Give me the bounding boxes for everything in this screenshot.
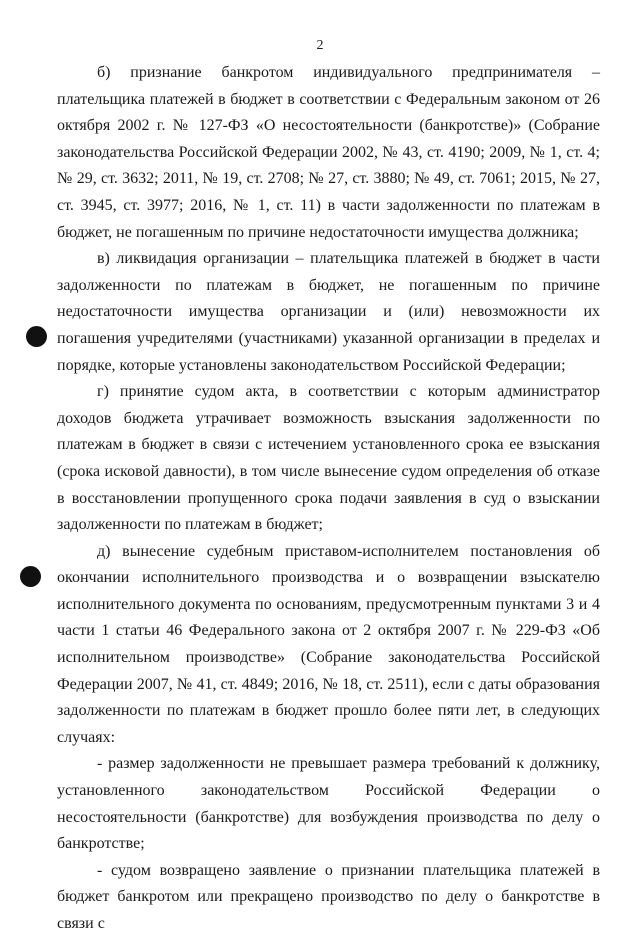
paragraph-d: д) вынесение судебным приставом-исполнителем постановления об окончании исполнительного производства и о возвращении взыскателю исполнительного документа по основаниям, предусмотренным пунктами 3 и 4 части 1 статьи 46 Федерального закона от 2 октября 2007 г. № 229-ФЗ «Об исполнительном производстве» (Собрание законодательства Российской Федерации 2007, № 41, ст. 4849; 2016, № 18, ст. 2511), если с даты образования задолженности по платежам в бюджет прошло более пяти лет, в следующих случаях: <box>57 542 600 746</box>
punch-hole <box>26 326 47 347</box>
paragraph-v: в) ликвидация организации – плательщика платежей в бюджет в части задолженности по платежам в бюджет, не погашенным по причине недостаточности имущества организации и (или) невозможности их погашения учредителями (участниками) указанной организации в пределах и порядке, которые установлены законодательством Российской Федерации; <box>57 250 600 374</box>
document-body <box>57 60 600 938</box>
paragraph-dash-2: - судом возвращено заявление о признании плательщика платежей в бюджет банкротом или прекращено производство по делу о банкротстве в связи с <box>57 861 600 932</box>
page-number: 2 <box>316 38 324 53</box>
paragraph-b: б) признание банкротом индивидуального предпринимателя – плательщика платежей в бюджет в соответствии с Федеральным законом от 26 октября 2002 г. № 127-ФЗ «О несостоятельности (банкротстве)» (Собрание законодательства Российской Федерации 2002, № 43, ст. 4190; 2009, № 1, ст. 4; № 29, ст. 3632; 2011, № 19, ст. 2708; № 27, ст. 3880; № 49, ст. 7061; 2015, № 27, ст. 3945, ст. 3977; 2016, № 1, ст. 11) в части задолженности по платежам в бюджет, не погашенным по причине недостаточности имущества должника; <box>57 64 600 241</box>
punch-hole <box>20 566 41 587</box>
paragraph-dash-1: - размер задолженности не превышает размера требований к должнику, установленного законодательством Российской Федерации о несостоятельности (банкротстве) для возбуждения производства по делу о банкротстве; <box>57 755 600 853</box>
paragraph-g: г) принятие судом акта, в соответствии с которым администратор доходов бюджета утрачивает возможность взыскания задолженности по платежам в бюджет в связи с истечением установленного срока ее взыскания (срока исковой давности), в том числе вынесение судом определения об отказе в восстановлении пропущенного срока подачи заявления в суд о взыскании задолженности по платежам в бюджет; <box>57 383 600 534</box>
